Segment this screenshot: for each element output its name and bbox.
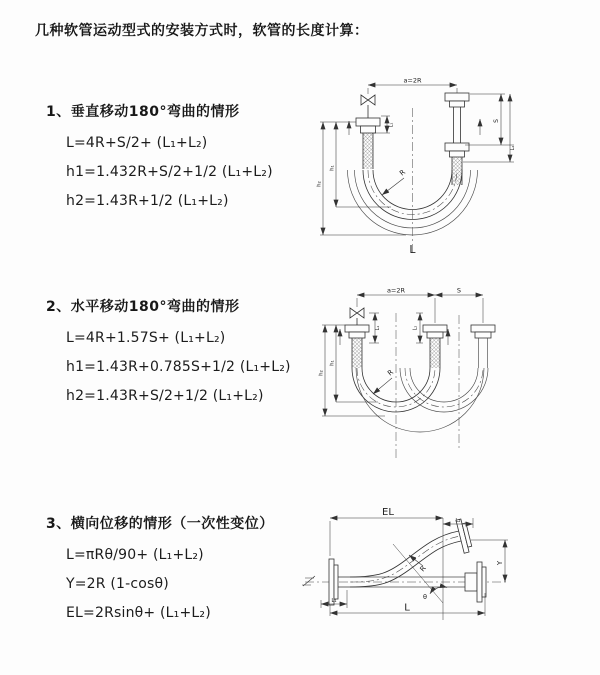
section-2-heading: 2、水平移动180°弯曲的情形 — [46, 299, 240, 315]
section-3-heading: 3、横向位移的情形（一次性变位） — [46, 516, 274, 532]
section-3 — [46, 514, 274, 631]
left-fitting — [356, 118, 380, 133]
valve-icon — [361, 95, 375, 118]
radius-label: R — [398, 168, 408, 178]
right-fitting-moved — [471, 325, 495, 338]
section-2-formula-h2: h2=1.43R+S/2+1/2 (L₁+L₂) — [66, 388, 264, 404]
dim-l1-label: L₁ — [388, 122, 395, 128]
radius-label: R — [418, 564, 428, 574]
right-tube-moved — [479, 338, 488, 368]
dim-h1-label: h₁ — [329, 165, 336, 171]
dim-l2-label: L₂ — [510, 145, 516, 151]
middle-braided-hose — [430, 338, 440, 368]
dim-l-label: L — [404, 602, 410, 614]
left-braided-hose — [363, 133, 373, 169]
angle-theta-label: θ — [423, 593, 427, 601]
hose-displaced-curve — [350, 518, 473, 587]
length-label: L — [409, 243, 416, 256]
dim-l2-label: L₂ — [455, 518, 461, 524]
dim-y-label: Y — [496, 560, 504, 566]
right-fitting-upper — [445, 93, 469, 107]
dim-l1-label: L₁ — [375, 325, 381, 331]
dim-el-label: EL — [382, 507, 394, 518]
page-title: 几种软管运动型式的安装方式时，软管的长度计算： — [35, 23, 369, 39]
dim-a-2r-label: a=2R — [403, 76, 422, 85]
radius-label: R — [386, 368, 396, 378]
section-3-formula-y: Y=2R (1-cosθ) — [66, 576, 169, 592]
construction-diagonal — [393, 544, 443, 603]
valve-icon — [350, 308, 364, 325]
diagram-horizontal-180-bend — [300, 283, 600, 468]
diagram-vertical-180-bend — [305, 72, 595, 262]
section-2-formula-l: L=4R+1.57S+ (L₁+L₂) — [66, 330, 226, 346]
section-1-formula-h2: h2=1.43R+1/2 (L₁+L₂) — [66, 193, 229, 209]
dim-h2-label: h₂ — [316, 181, 323, 187]
dim-l1-label: L₁ — [331, 598, 337, 604]
section-3-formula-l: L=πRθ/90+ (L₁+L₂) — [66, 547, 204, 563]
dim-h2-label: h₂ — [318, 370, 325, 376]
dim-s-label: S — [493, 119, 500, 123]
dim-s-label: S — [456, 286, 462, 295]
dim-h1-label: h₁ — [329, 360, 336, 366]
section-1-heading: 1、垂直移动180°弯曲的情形 — [46, 104, 240, 120]
section-1 — [46, 102, 273, 219]
section-2-formula-h1: h1=1.43R+0.785S+1/2 (L₁+L₂) — [66, 359, 291, 375]
left-fitting — [345, 325, 369, 338]
section-1-formula-l: L=4R+S/2+ (L₁+L₂) — [66, 135, 208, 151]
dim-a-2r-label: a=2R — [386, 286, 406, 295]
section-3-formula-el: EL=2Rsinθ+ (L₁+L₂) — [66, 605, 211, 621]
hose-u-bend-moved — [356, 368, 488, 432]
section-2 — [46, 297, 291, 414]
dim-l2-label: L₂ — [412, 325, 419, 331]
section-1-formula-h1: h1=1.432R+S/2+1/2 (L₁+L₂) — [66, 164, 273, 180]
middle-fitting — [423, 325, 447, 338]
diagram-lateral-displacement — [295, 498, 595, 658]
centerline-mark-icon — [302, 576, 315, 586]
left-braided-hose — [352, 338, 362, 368]
